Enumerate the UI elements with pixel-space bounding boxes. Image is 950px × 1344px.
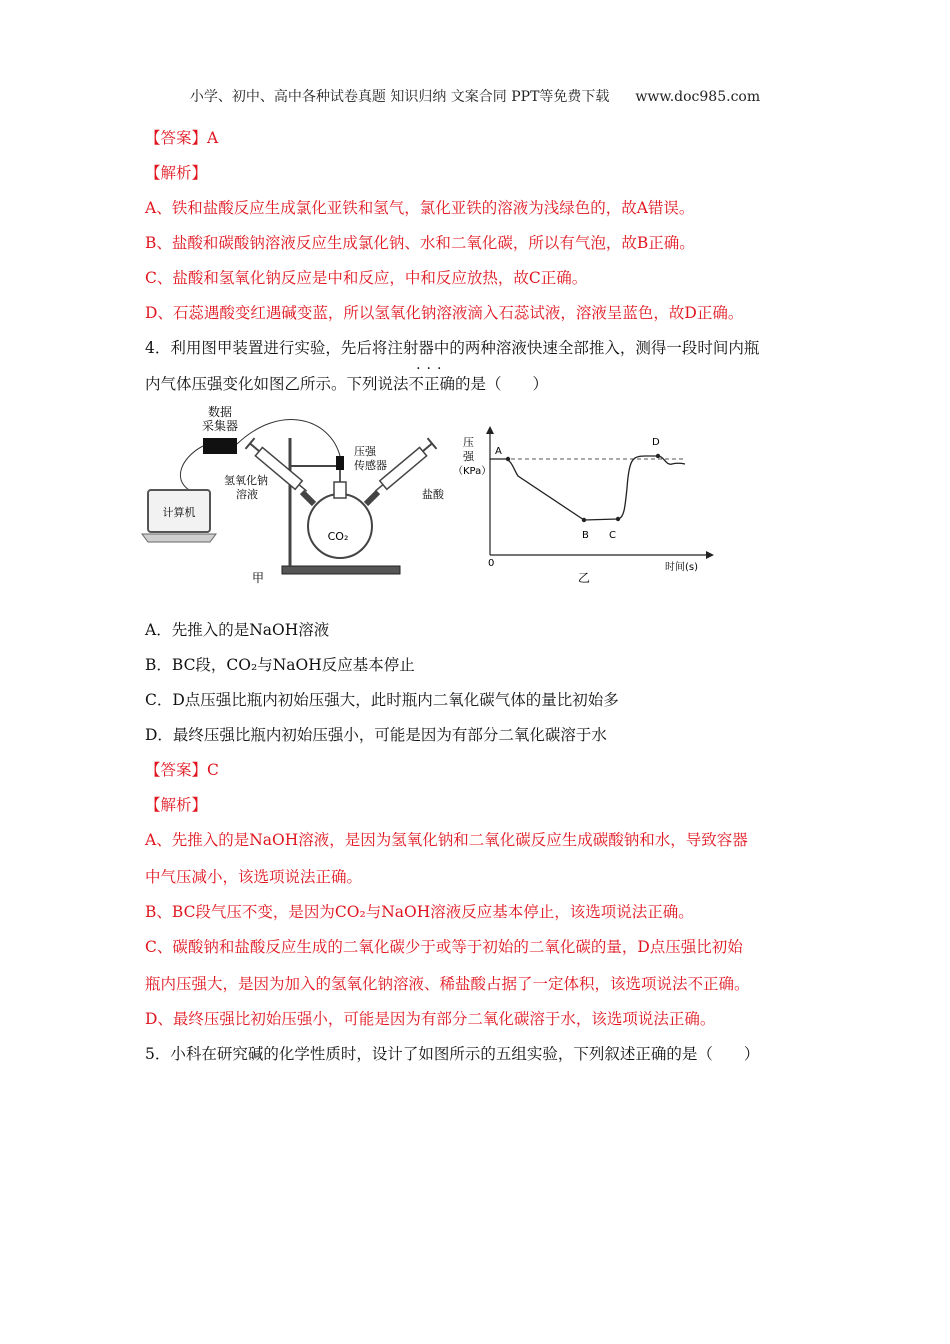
q3-answer: 【答案】A — [145, 129, 219, 147]
point-b-label: B — [582, 530, 589, 541]
flask-side-neck-right — [366, 492, 378, 504]
x-axis-label: 时间(s) — [665, 562, 699, 573]
q3-analysis-line-d: D、石蕊遇酸变红遇碱变蓝，所以氢氧化钠溶液滴入石蕊试液，溶液呈蓝色，故D正确。 — [145, 304, 744, 322]
q4-stem-post: 的是（ ） — [455, 375, 549, 393]
flask-neck — [334, 482, 346, 498]
sensor-label-1: 压强 — [354, 445, 376, 458]
stand-base — [282, 566, 400, 574]
q4-stem-line2 — [145, 361, 800, 394]
header-url[interactable]: www.doc985.com — [635, 89, 761, 105]
co2-label: CO₂ — [327, 530, 349, 543]
q4-analysis-label: 【解析】 — [145, 796, 208, 814]
label-jia: 甲 — [252, 571, 265, 585]
y-axis-label-2: 强 — [463, 450, 474, 463]
computer-label: 计算机 — [162, 506, 196, 519]
y-axis-label-3: （KPa） — [453, 466, 492, 477]
laptop-base — [142, 534, 216, 542]
q4-option-a: A．先推入的是NaOH溶液 — [145, 621, 330, 639]
graph-y-arrow — [486, 426, 494, 434]
q4-stem-line1: 4．利用图甲装置进行实验，先后将注射器中的两种溶液快速全部推入，测得一段时间内瓶 — [145, 339, 760, 357]
collector-label-1: 数据 — [207, 405, 233, 419]
point-c-label: C — [609, 530, 616, 541]
q3-analysis-line-a: A、铁和盐酸反应生成氯化亚铁和氢气，氯化亚铁的溶液为浅绿色的，故A错误。 — [145, 199, 695, 217]
q4-analysis-line-6: D、最终压强比初始压强小，可能是因为有部分二氧化碳溶于水，该选项说法正确。 — [145, 1010, 716, 1028]
hcl-label: 盐酸 — [422, 488, 444, 501]
q3-analysis-line-b: B、盐酸和碳酸钠溶液反应生成氯化钠、水和二氧化碳，所以有气泡，故B正确。 — [145, 234, 695, 252]
q4-figure-svg — [140, 398, 740, 603]
sensor-label-2: 传感器 — [354, 459, 387, 472]
graph-x-arrow — [706, 551, 714, 559]
q4-analysis-line-1: A、先推入的是NaOH溶液，是因为氢氧化钠和二氧化碳反应生成碳酸钠和水，导致容器 — [145, 831, 748, 849]
q4-answer: 【答案】C — [145, 761, 219, 779]
pressure-curve — [490, 456, 685, 520]
q4-analysis-line-2: 中气压减小，该选项说法正确。 — [145, 868, 363, 886]
q4-stem-pre: 内气体压强变化如图乙所示。下列说法 — [145, 375, 409, 393]
collector-label-2: 采集器 — [201, 419, 239, 433]
naoh-label-2: 溶液 — [236, 488, 258, 501]
q4-stem-emphasis — [408, 361, 456, 394]
q4-analysis-line-3: B、BC段气压不变，是因为CO₂与NaOH溶液反应基本停止，该选项说法正确。 — [145, 903, 694, 921]
emphasis-dots: ··· — [416, 361, 448, 377]
label-yi: 乙 — [578, 571, 591, 585]
q4-option-d: D．最终压强比瓶内初始压强小，可能是因为有部分二氧化碳溶于水 — [145, 726, 607, 744]
q5-stem: 5．小科在研究碱的化学性质时，设计了如图所示的五组实验，下列叙述正确的是（ ） — [145, 1045, 760, 1063]
page-header — [0, 86, 950, 106]
graph-origin: 0 — [488, 558, 495, 569]
point-c-dot — [616, 517, 620, 521]
naoh-label-1: 氢氧化钠 — [224, 474, 268, 487]
q3-analysis-label: 【解析】 — [145, 164, 208, 182]
q4-stem-emph-text: 不正确 — [408, 375, 456, 393]
round-bottom-flask — [308, 494, 372, 558]
cable-collector-computer — [180, 446, 203, 493]
data-collector-box — [203, 438, 237, 454]
point-a-label: A — [495, 446, 502, 457]
q3-analysis-line-c: C、盐酸和氢氧化钠反应是中和反应，中和反应放热，故C正确。 — [145, 269, 588, 287]
q4-option-c: C．D点压强比瓶内初始压强大，此时瓶内二氧化碳气体的量比初始多 — [145, 691, 619, 709]
point-d-dot — [656, 454, 660, 458]
q4-analysis-line-5: 瓶内压强大，是因为加入的氢氧化钠溶液、稀盐酸占据了一定体积，该选项说法不正确。 — [145, 975, 750, 993]
pressure-sensor — [336, 456, 344, 470]
header-text: 小学、初中、高中各种试卷真题 知识归纳 文案合同 PPT等免费下载 — [189, 89, 610, 105]
point-b-dot — [582, 518, 586, 522]
flask-side-neck-left — [302, 492, 314, 504]
q4-figure — [140, 398, 740, 603]
y-axis-label-1: 压 — [463, 436, 474, 449]
q4-option-b: B．BC段，CO₂与NaOH反应基本停止 — [145, 656, 415, 674]
q4-analysis-line-4: C、碳酸钠和盐酸反应生成的二氧化碳少于或等于初始的二氧化碳的量，D点压强比初始 — [145, 938, 743, 956]
point-a-dot — [506, 457, 510, 461]
point-d-label: D — [652, 437, 660, 448]
